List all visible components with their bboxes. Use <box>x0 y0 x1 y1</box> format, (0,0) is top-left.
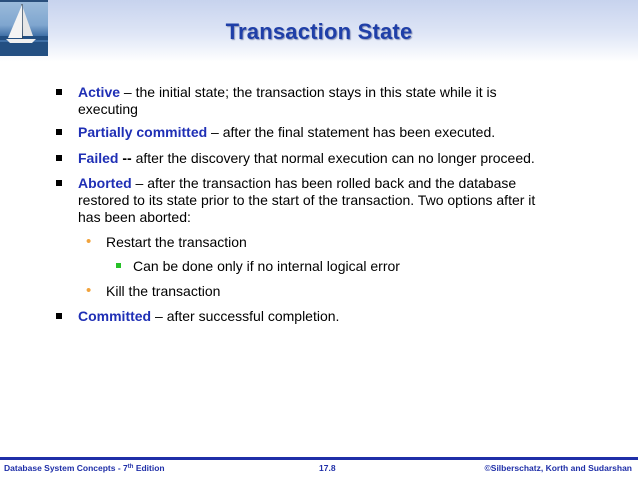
list-item-aborted <box>78 174 516 192</box>
item-text: – after the final statement has been executed. <box>207 124 496 140</box>
item-text: – after the transaction has been rolled back and the database <box>131 175 517 191</box>
item-text: restored to its state prior to the start of the transaction. Two options after it <box>78 192 536 208</box>
item-text: Restart the transaction <box>106 234 247 250</box>
bullet-square-icon <box>56 155 62 161</box>
footer-divider <box>0 457 638 460</box>
list-item-active-line2 <box>78 100 138 118</box>
footer-book-title <box>4 463 165 473</box>
item-separator: -- <box>118 150 132 166</box>
sub-bullet-dot-icon: • <box>86 233 92 250</box>
item-text: has been aborted: <box>78 209 191 225</box>
footer-copyright: ©Silberschatz, Korth and Sudarshan <box>484 463 632 473</box>
item-text: – after successful completion. <box>151 308 340 324</box>
list-item-aborted-line3 <box>78 208 191 226</box>
list-subitem-kill <box>106 282 220 300</box>
item-text: after the discovery that normal execution can no longer proceed. <box>131 150 535 166</box>
list-item-active <box>78 83 497 101</box>
item-text: executing <box>78 101 138 117</box>
footer-page-number: 17.8 <box>319 463 336 473</box>
slide-title: Transaction State <box>225 19 413 44</box>
list-subitem-restart <box>106 233 247 251</box>
keyword-partially-committed: Partially committed <box>78 124 208 140</box>
footer-title-text: Database System Concepts - 7 <box>4 463 128 473</box>
header-band <box>0 0 638 62</box>
sub-sub-bullet-square-icon <box>116 263 121 268</box>
sub-bullet-dot-icon: • <box>86 282 92 299</box>
item-text: – the initial state; the transaction stays in this state while it is <box>120 84 497 100</box>
list-subsubitem-condition <box>133 257 400 275</box>
bullet-square-icon <box>56 313 62 319</box>
footer-title-suffix: Edition <box>133 463 165 473</box>
keyword-failed: Failed <box>78 150 119 166</box>
keyword-committed: Committed <box>78 308 152 324</box>
keyword-active: Active <box>78 84 121 100</box>
list-item-partially-committed <box>78 123 495 141</box>
bullet-square-icon <box>56 180 62 186</box>
keyword-aborted: Aborted <box>78 175 132 191</box>
bullet-square-icon <box>56 89 62 95</box>
list-item-aborted-line2 <box>78 191 535 209</box>
item-text: Can be done only if no internal logical error <box>133 258 400 274</box>
list-item-committed <box>78 307 339 325</box>
footer-title-sup: th <box>127 464 134 470</box>
item-text: Kill the transaction <box>106 283 221 299</box>
list-item-failed <box>78 149 535 167</box>
bullet-square-icon <box>56 129 62 135</box>
